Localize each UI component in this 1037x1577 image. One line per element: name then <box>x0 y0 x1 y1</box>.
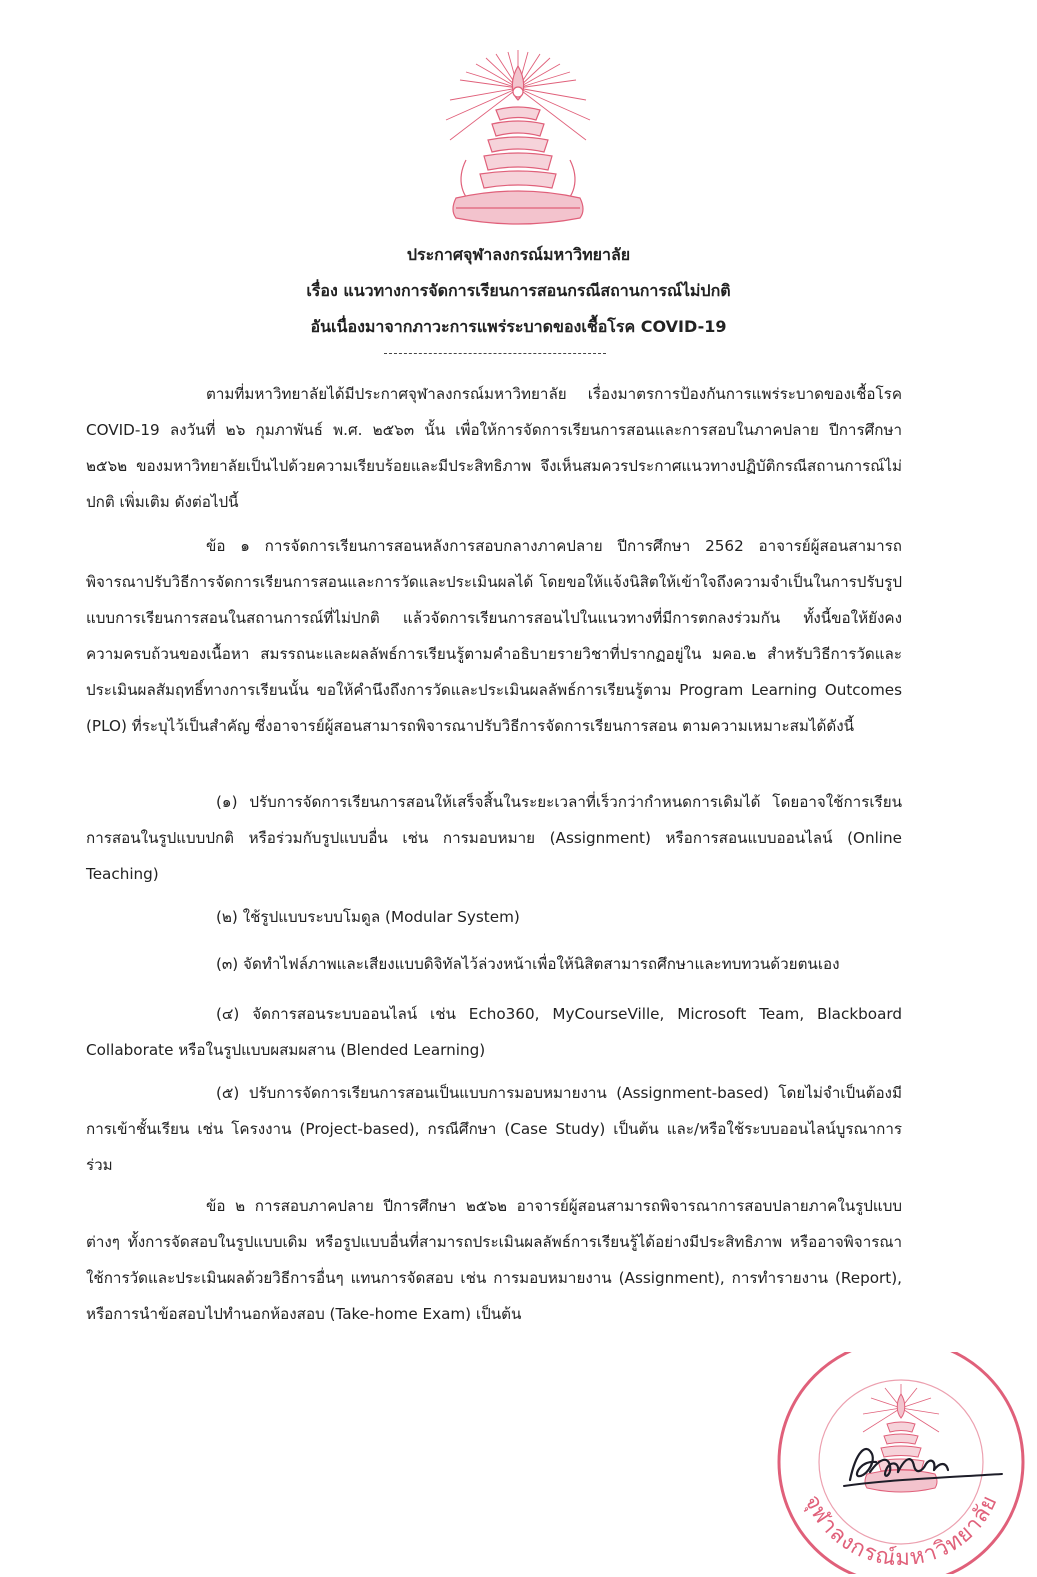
clause-1-paragraph: ข้อ ๑ การจัดการเรียนการสอนหลังการสอบกลางภาคปลาย ปีการศึกษา 2562 อาจารย์ผู้สอนสามารถพิจารณาปรับวิธีการจัดการเรียนการสอนและการวัดและประเมินผลได้ โดยขอให้แจ้งนิสิตให้เข้าใจถึงความจำเป็นในการปรับรูปแบบการเรียนการสอนในสถานการณ์ที่ไม่ปกติ แล้วจัดการเรียนการสอนไปในแนวทางที่มีการตกลงร่วมกัน ทั้งนี้ขอให้ยังคงความครบถ้วนของเนื้อหา สมรรถนะและผลลัพธ์การเรียนรู้ตามคำอธิบายรายวิชาที่ปรากฏอยู่ใน มคอ.๒ สำหรับวิธีการวัดและประเมินผลสัมฤทธิ์ทางการเรียนนั้น ขอให้คำนึงถึงการวัดและประเมินผลลัพธ์การเรียนรู้ตาม Program Learning Outcomes (PLO) ที่ระบุไว้เป็นสำคัญ ซึ่งอาจารย์ผู้สอนสามารถพิจารณาปรับวิธีการจัดการเรียนการสอน ตามความเหมาะสมได้ดังนี้ <box>86 537 902 735</box>
clause-1-option-2: (๒) ใช้รูปแบบระบบโมดูล (Modular System) <box>216 908 520 926</box>
clause-1-option-5: (๕) ปรับการจัดการเรียนการสอนเป็นแบบการมอบหมายงาน (Assignment-based) โดยไม่จำเป็นต้องมีการเข้าชั้นเรียน เช่น โครงงาน (Project-based), กรณีศึกษา (Case Study) เป็นต้น และ/หรือใช้ระบบออนไลน์บูรณาการร่วม <box>86 1084 902 1174</box>
title-divider <box>384 353 606 354</box>
announcement-subject-continued: อันเนื่องมาจากภาวะการแพร่ระบาดของเชื้อโรค COVID-19 <box>310 317 727 336</box>
seal-text: จุฬาลงกรณ์มหาวิทยาลัย <box>799 1491 1003 1572</box>
clause-1-option-3: (๓) จัดทำไฟล์ภาพและเสียงแบบดิจิทัลไว้ล่วงหน้าเพื่อให้นิสิตสามารถศึกษาและทบทวนด้วยตนเอง <box>216 955 840 973</box>
signature <box>836 1432 1006 1502</box>
announcement-title: ประกาศจุฬาลงกรณ์มหาวิทยาลัย <box>406 245 631 264</box>
clause-1-option-4: (๔) จัดการสอนระบบออนไลน์ เช่น Echo360, MyCourseVille, Microsoft Team, Blackboard Collaborate หรือในรูปแบบผสมผสาน (Blended Learning) <box>86 1005 902 1059</box>
clause-1-option-1: (๑) ปรับการจัดการเรียนการสอนให้เสร็จสิ้นในระยะเวลาที่เร็วกว่ากำหนดการเดิมได้ โดยอาจใช้การเรียนการสอนในรูปแบบปกติ หรือร่วมกับรูปแบบอื่น เช่น การมอบหมาย (Assignment) หรือการสอนแบบออนไลน์ (Online Teaching) <box>86 793 902 883</box>
announcement-subject: เรื่อง แนวทางการจัดการเรียนการสอนกรณีสถานการณ์ไม่ปกติ <box>306 281 731 300</box>
intro-paragraph: ตามที่มหาวิทยาลัยได้มีประกาศจุฬาลงกรณ์มหาวิทยาลัย เรื่องมาตรการป้องกันการแพร่ระบาดของเชื้อโรค COVID-19 ลงวันที่ ๒๖ กุมภาพันธ์ พ.ศ. ๒๕๖๓ นั้น เพื่อให้การจัดการเรียนการสอนและการสอบในภาคปลาย ปีการศึกษา ๒๕๖๒ ของมหาวิทยาลัยเป็นไปด้วยความเรียบร้อยและมีประสิทธิภาพ จึงเห็นสมควรประกาศแนวทางปฏิบัติกรณีสถานการณ์ไม่ปกติ เพิ่มเติม ดังต่อไปนี้ <box>86 385 902 511</box>
university-emblem-icon <box>436 48 601 233</box>
clause-2-paragraph: ข้อ ๒ การสอบภาคปลาย ปีการศึกษา ๒๕๖๒ อาจารย์ผู้สอนสามารถพิจารณาการสอบปลายภาคในรูปแบบต่างๆ ทั้งการจัดสอบในรูปแบบเดิม หรือรูปแบบอื่นที่สามารถประเมินผลลัพธ์การเรียนรู้ได้อย่างมีประสิทธิภาพ หรืออาจพิจารณาใช้การวัดและประเมินผลด้วยวิธีการอื่นๆ แทนการจัดสอบ เช่น การมอบหมายงาน (Assignment), การทำรายงาน (Report), หรือการนำข้อสอบไปทำนอกห้องสอบ (Take-home Exam) เป็นต้น <box>86 1197 902 1323</box>
